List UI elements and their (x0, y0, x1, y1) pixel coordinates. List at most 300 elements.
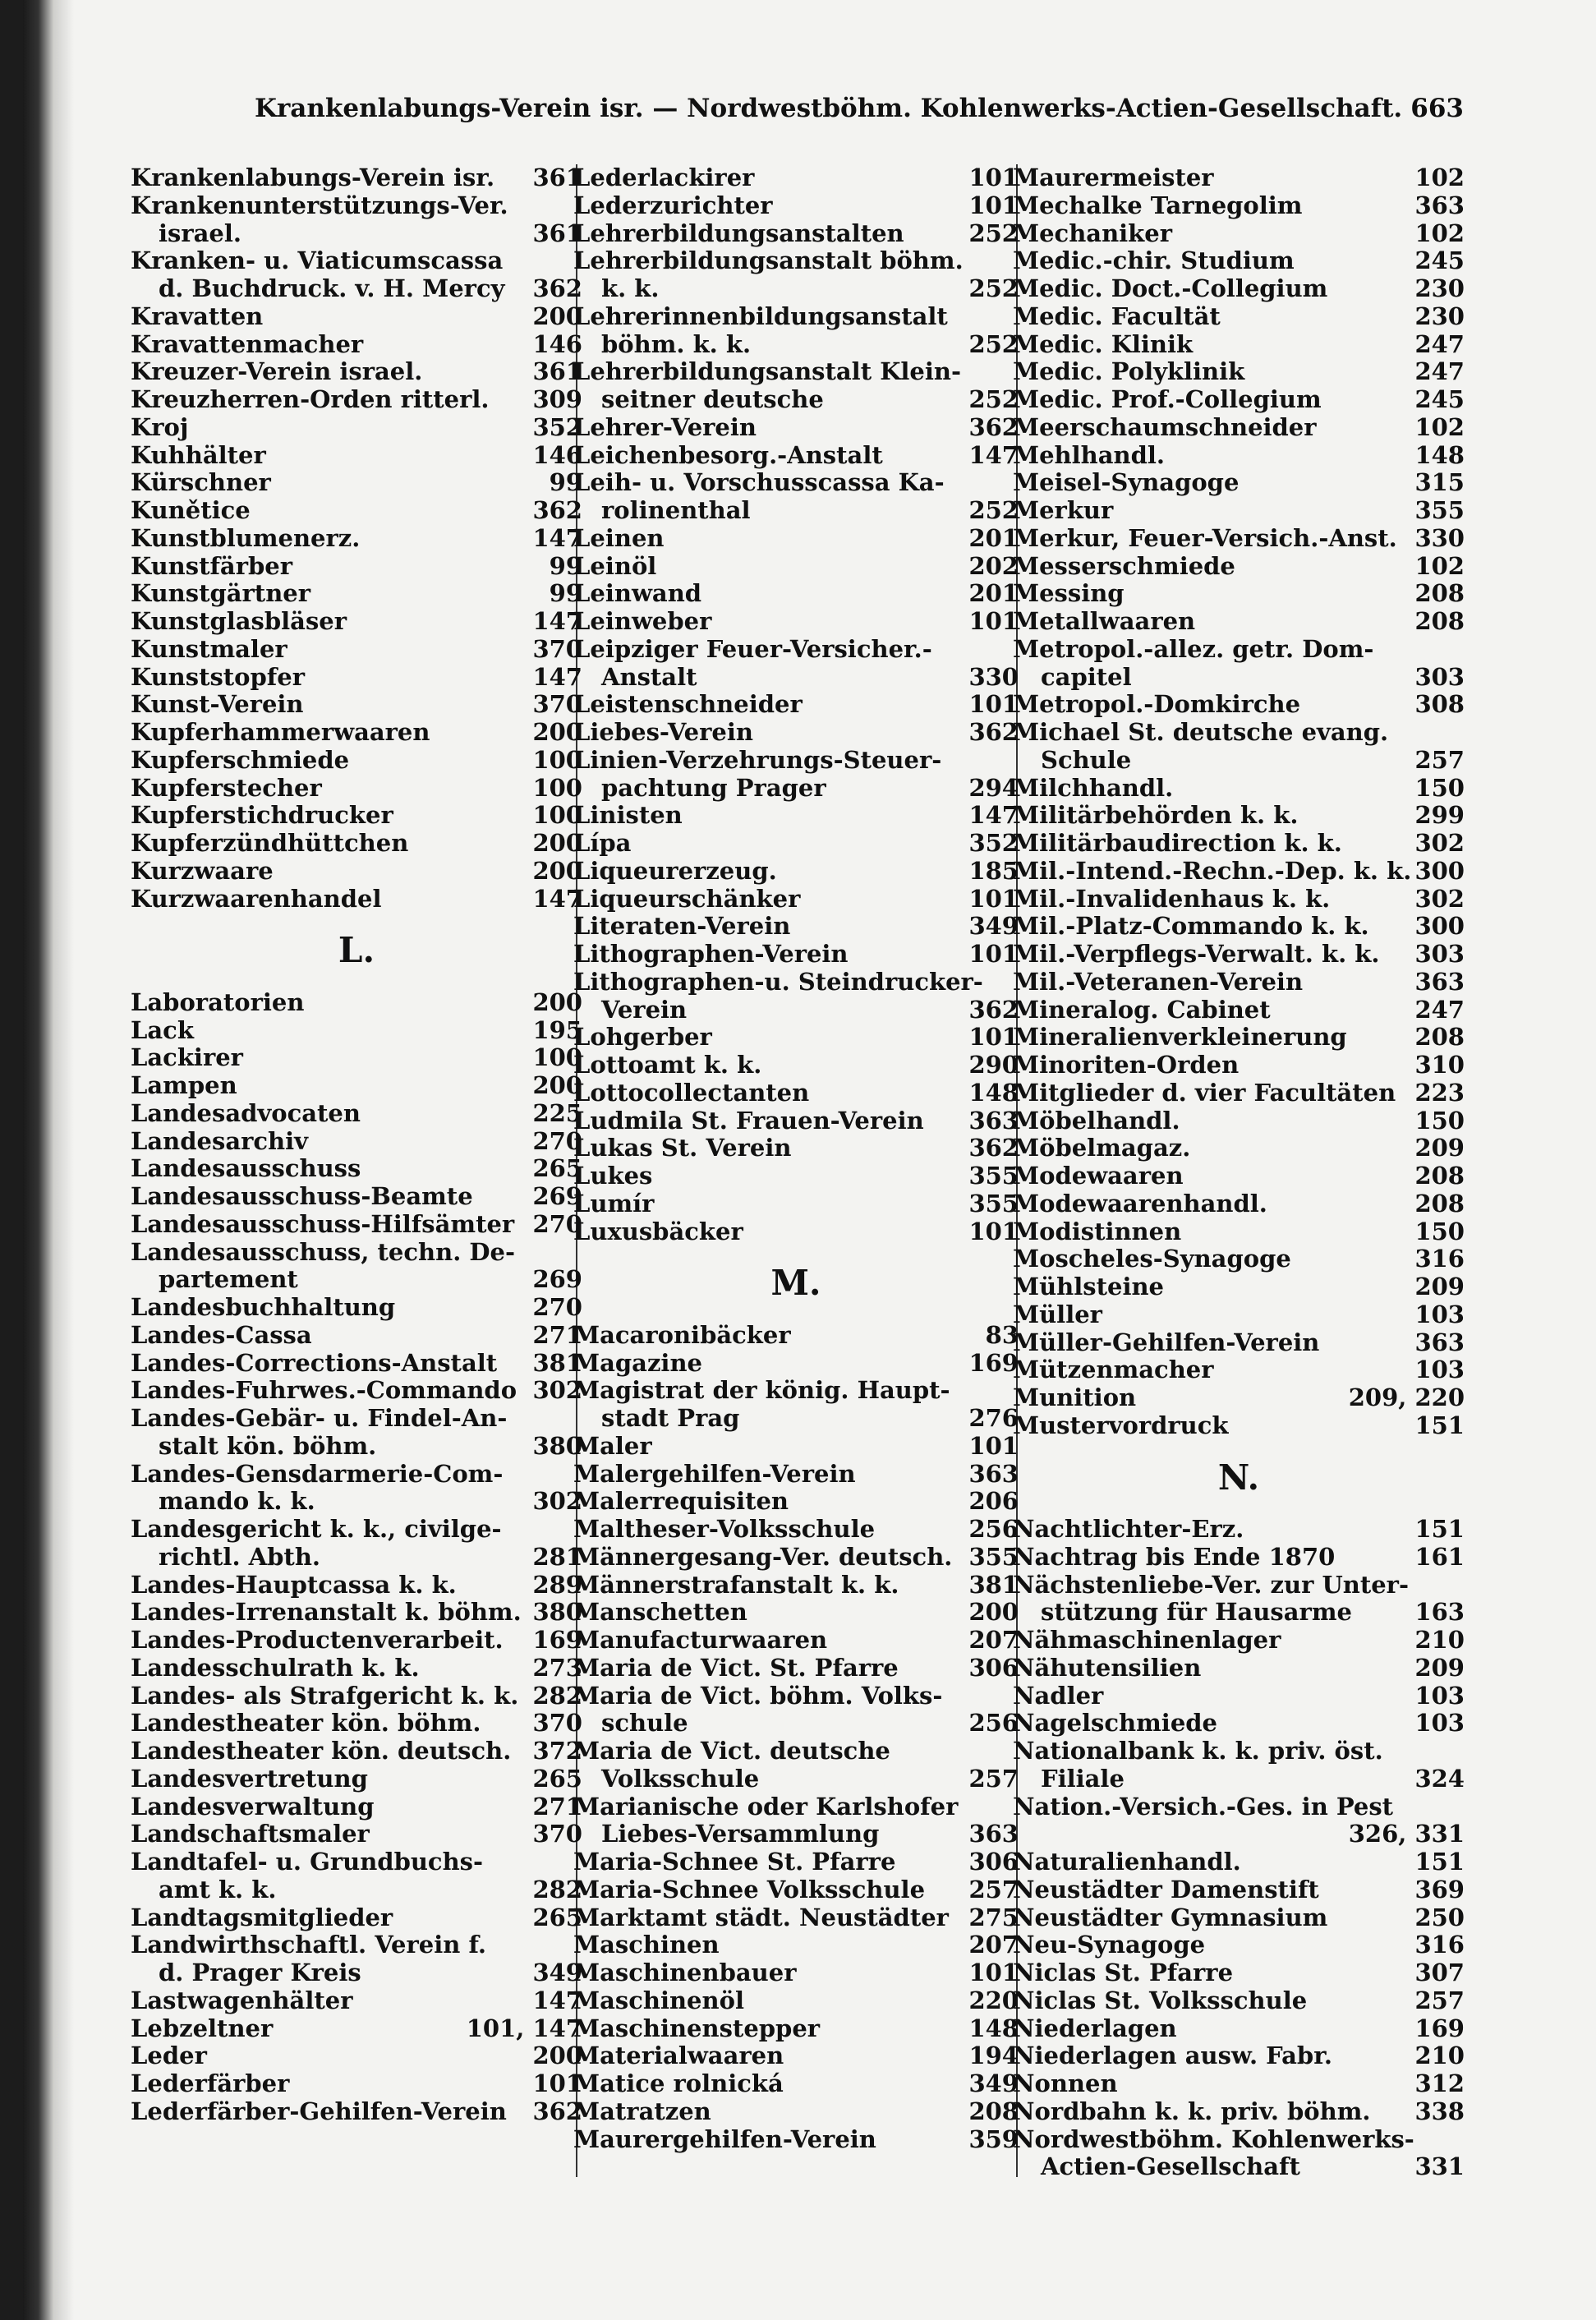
index-entry (131, 1488, 582, 1516)
entry-page-ref: 316 (1414, 1245, 1465, 1273)
entry-page-ref: 147 (532, 884, 582, 913)
entry-page-ref: 208 (1414, 1189, 1465, 1218)
index-entry (1013, 1107, 1465, 1135)
entry-page-ref: 289 (532, 1570, 582, 1599)
index-entry (131, 1017, 582, 1045)
entry-page-ref: 148 (968, 1078, 1019, 1107)
entry-term: Meerschaumschneider (1013, 412, 1317, 441)
index-entry (573, 2015, 1019, 2043)
entry-page-ref: 206 (968, 1487, 1019, 1516)
index-entry (131, 2042, 582, 2070)
entry-term: Lehrerbildungsanstalt böhm. (573, 246, 964, 275)
index-entry (1013, 414, 1465, 442)
index-entry (131, 275, 582, 303)
entry-term: Macaronibäcker (573, 1320, 791, 1349)
entry-term: Modistinnen (1013, 1217, 1182, 1245)
index-entry (573, 497, 1019, 525)
entry-page-ref: 276 (968, 1404, 1019, 1433)
entry-page-ref: 257 (968, 1764, 1019, 1793)
entry-page-ref: 169 (968, 1348, 1019, 1377)
index-entry (1013, 1765, 1465, 1793)
entry-page-ref: 208 (1414, 1023, 1465, 1052)
index-entry (573, 719, 1019, 747)
index-entry (573, 802, 1019, 830)
entry-term: Neu-Synagoge (1013, 1931, 1206, 1959)
index-entry (131, 608, 582, 636)
index-entry (1013, 1572, 1465, 1600)
entry-page-ref: 195 (532, 1015, 582, 1044)
entry-term: Marianische oder Karlshofer (573, 1792, 959, 1821)
entry-term: Landesausschuss-Beamte (131, 1182, 473, 1211)
index-entry (573, 1218, 1019, 1246)
entry-page-ref: 308 (1414, 690, 1465, 719)
index-entry (573, 913, 1019, 941)
entry-term: Neustädter Damenstift (1013, 1875, 1319, 1903)
entry-page-ref: 256 (968, 1515, 1019, 1544)
index-entry (1013, 1024, 1465, 1052)
entry-term: Landesbuchhaltung (131, 1293, 396, 1322)
entry-term: Maria de Vict. St. Pfarre (573, 1653, 899, 1682)
entry-term: Kuhhälter (131, 440, 266, 469)
index-entry (131, 331, 582, 359)
entry-term: Landes-Gensdarmerie-Com- (131, 1459, 504, 1488)
index-entry (573, 1682, 1019, 1710)
entry-page-ref: 302 (1414, 884, 1465, 913)
index-entry (1013, 1682, 1465, 1710)
entry-term: Minoriten-Orden (1013, 1051, 1240, 1079)
entry-page-ref: 101 (968, 191, 1019, 219)
entry-page-ref: 303 (1414, 940, 1465, 968)
entry-page-ref: 265 (532, 1154, 582, 1183)
entry-term: Mil.-Veteranen-Verein (1013, 967, 1304, 996)
entry-term: Metallwaaren (1013, 607, 1196, 635)
index-entry (131, 1572, 582, 1600)
entry-term: Leder (131, 2042, 207, 2070)
index-entry (131, 1239, 582, 1267)
entry-page-ref: 257 (1414, 745, 1465, 774)
entry-page-ref: 362 (968, 718, 1019, 746)
entry-page-ref: 363 (1414, 967, 1465, 996)
index-entry (1013, 1655, 1465, 1682)
entry-page-ref: 363 (968, 1106, 1019, 1135)
index-entry (1013, 497, 1465, 525)
entry-page-ref: 331 (1414, 2152, 1465, 2181)
entry-term: Lumír (573, 1189, 655, 1218)
index-entry (1013, 1301, 1465, 1329)
entry-page-ref: 315 (1414, 468, 1465, 497)
index-entry (1013, 192, 1465, 220)
entry-page-ref: 252 (968, 496, 1019, 524)
entry-page-ref: 147 (532, 523, 582, 552)
index-entry (131, 1377, 582, 1405)
entry-term: Landesverwaltung (131, 1792, 375, 1821)
entry-term: Magazine (573, 1348, 702, 1377)
entry-page-ref: 349 (532, 1959, 582, 1987)
index-entry (131, 636, 582, 664)
entry-page-ref: 299 (1414, 801, 1465, 830)
index-column-2 (573, 164, 1019, 2177)
header-title: Krankenlabungs-Verein isr. — Nordwestböhm. Kohlenwerks-Actien-Gesellschaft. (255, 94, 1403, 123)
entry-term: Landesarchiv (131, 1126, 308, 1155)
index-entry (573, 469, 1019, 497)
entry-term: Leinweber (573, 607, 712, 635)
index-entry (131, 1904, 582, 1932)
entry-page-ref: 209, 220 (1348, 1383, 1465, 1411)
entry-page-ref: 310 (1414, 1051, 1465, 1079)
entry-page-ref: 150 (1414, 1106, 1465, 1135)
index-entry (573, 969, 1019, 997)
index-entry (1013, 1516, 1465, 1544)
index-entry (573, 1904, 1019, 1932)
entry-term: Mühlsteine (1013, 1273, 1165, 1300)
index-entry (131, 886, 582, 914)
index-entry (131, 747, 582, 775)
index-entry (573, 442, 1019, 470)
entry-term: Kunstfärber (131, 551, 293, 580)
entry-term: Landes-Cassa (131, 1320, 312, 1349)
entry-term: böhm. k. k. (601, 329, 752, 358)
entry-term: Landes- als Strafgericht k. k. (131, 1681, 519, 1710)
entry-page-ref: 247 (1414, 995, 1465, 1024)
index-entry (573, 941, 1019, 969)
index-entry (573, 1024, 1019, 1052)
entry-page-ref: 269 (532, 1182, 582, 1211)
entry-term: Landesgericht k. k., civilge- (131, 1515, 502, 1544)
entry-term: Malerrequisiten (573, 1487, 789, 1516)
entry-page-ref: 208 (1414, 579, 1465, 608)
entry-term: Mineralog. Cabinet (1013, 995, 1271, 1024)
entry-page-ref: 100 (532, 745, 582, 774)
entry-term: Nähmaschinenlager (1013, 1626, 1281, 1655)
entry-term: Medic. Prof.-Collegium (1013, 385, 1322, 413)
entry-term: Neustädter Gymnasium (1013, 1903, 1328, 1931)
entry-page-ref: 101 (968, 1217, 1019, 1245)
index-entry (573, 1599, 1019, 1627)
entry-term: Maria de Vict. deutsche (573, 1737, 890, 1765)
entry-term: Kupferschmiede (131, 745, 350, 774)
entry-page-ref: 200 (532, 718, 582, 746)
entry-term: Maurermeister (1013, 163, 1214, 191)
entry-page-ref: 370 (532, 1709, 582, 1738)
index-entry (573, 1322, 1019, 1350)
entry-page-ref: 201 (968, 579, 1019, 608)
entry-page-ref: 281 (532, 1542, 582, 1571)
entry-page-ref: 151 (1414, 1515, 1465, 1544)
entry-page-ref: 273 (532, 1653, 582, 1682)
entry-term: Malergehilfen-Verein (573, 1459, 856, 1488)
index-entry (131, 1821, 582, 1848)
entry-term: Lohgerber (573, 1023, 712, 1052)
entry-term: Maschinen (573, 1931, 720, 1959)
entry-page-ref: 200 (532, 2042, 582, 2070)
entry-term: amt k. k. (159, 1875, 277, 1903)
entry-term: Möbelhandl. (1013, 1106, 1180, 1135)
entry-page-ref: 208 (968, 2097, 1019, 2125)
entry-term: Liqueurerzeug. (573, 856, 777, 885)
index-entry (573, 1350, 1019, 1378)
entry-page-ref: 163 (1414, 1598, 1465, 1627)
entry-page-ref: 252 (968, 385, 1019, 413)
index-entry (131, 442, 582, 470)
entry-term: Lithographen-u. Steindrucker- (573, 967, 983, 996)
index-entry (573, 775, 1019, 803)
entry-page-ref: 102 (1414, 551, 1465, 580)
entry-page-ref: 83 (985, 1320, 1019, 1349)
entry-term: Landestheater kön. böhm. (131, 1709, 481, 1738)
entry-term: Müller-Gehilfen-Verein (1013, 1328, 1320, 1356)
entry-page-ref: 151 (1414, 1848, 1465, 1876)
index-entry (1013, 775, 1465, 803)
entry-term: Lack (131, 1015, 194, 1044)
index-entry (131, 1516, 582, 1544)
entry-term: Lastwagenhälter (131, 1986, 353, 2014)
entry-page-ref: 103 (1414, 1356, 1465, 1384)
entry-term: Kurzwaarenhandel (131, 884, 382, 913)
index-entry (1013, 997, 1465, 1024)
index-entry (573, 1107, 1019, 1135)
entry-term: Maschinenbauer (573, 1959, 797, 1987)
entry-page-ref: 101 (968, 607, 1019, 635)
entry-page-ref: 294 (968, 773, 1019, 802)
index-entry (573, 1433, 1019, 1461)
index-entry (573, 1987, 1019, 2015)
index-entry (573, 636, 1019, 664)
index-entry (1013, 969, 1465, 997)
entry-term: Lederfärber (131, 2069, 290, 2098)
entry-term: Landesausschuss-Hilfsämter (131, 1209, 515, 1238)
entry-term: Mechaniker (1013, 219, 1173, 247)
index-entry (131, 192, 582, 220)
index-entry (131, 664, 582, 692)
index-entry (573, 414, 1019, 442)
entry-term: Kunstgärtner (131, 579, 311, 608)
index-entry (1013, 913, 1465, 941)
entry-page-ref: 282 (532, 1681, 582, 1710)
entry-term: stützung für Hausarme (1041, 1598, 1352, 1627)
entry-term: Manschetten (573, 1598, 747, 1627)
index-entry (573, 1162, 1019, 1190)
entry-page-ref: 209 (1414, 1273, 1465, 1300)
entry-term: Leinwand (573, 579, 702, 608)
entry-page-ref: 252 (968, 274, 1019, 302)
entry-page-ref: 303 (1414, 662, 1465, 691)
entry-term: Matice rolnická (573, 2069, 784, 2098)
entry-term: Landtagsmitglieder (131, 1903, 393, 1931)
entry-page-ref: 207 (968, 1931, 1019, 1959)
index-entry (1013, 1710, 1465, 1738)
index-entry (573, 691, 1019, 719)
entry-term: Landesschulrath k. k. (131, 1653, 420, 1682)
entry-term: Maria-Schnee St. Pfarre (573, 1848, 896, 1876)
entry-page-ref: 307 (1414, 1959, 1465, 1987)
entry-term: Kupferhammerwaaren (131, 718, 430, 746)
entry-term: Mineralienverkleinerung (1013, 1023, 1347, 1052)
entry-page-ref: 271 (532, 1792, 582, 1821)
entry-page-ref: 362 (532, 2097, 582, 2125)
entry-page-ref: 302 (532, 1487, 582, 1516)
entry-term: Nonnen (1013, 2069, 1118, 2098)
entry-term: Milchhandl. (1013, 773, 1174, 802)
entry-term: Literaten-Verein (573, 912, 791, 941)
entry-term: Mil.-Platz-Commando k. k. (1013, 912, 1369, 941)
entry-term: Niederlagen ausw. Fabr. (1013, 2042, 1332, 2070)
entry-page-ref: 265 (532, 1903, 582, 1931)
entry-page-ref: 208 (1414, 1162, 1465, 1190)
entry-term: Landesadvocaten (131, 1098, 361, 1127)
entry-term: capitel (1041, 662, 1132, 691)
entry-page-ref: 100 (532, 773, 582, 802)
index-entry (1013, 164, 1465, 192)
entry-term: Lederzurichter (573, 191, 773, 219)
entry-term: Marktamt städt. Neustädter (573, 1903, 949, 1931)
entry-page-ref: 362 (968, 412, 1019, 441)
entry-page-ref: 302 (532, 1376, 582, 1405)
entry-page-ref: 247 (1414, 329, 1465, 358)
entry-page-ref: 101 (968, 163, 1019, 191)
entry-page-ref: 245 (1414, 385, 1465, 413)
index-entry (131, 1987, 582, 2015)
entry-page-ref: 147 (532, 1986, 582, 2014)
entry-page-ref: 102 (1414, 412, 1465, 441)
entry-term: Ludmila St. Frauen-Verein (573, 1106, 924, 1135)
index-entry (131, 469, 582, 497)
entry-term: d. Buchdruck. v. H. Mercy (159, 274, 505, 302)
index-entry (131, 1211, 582, 1239)
index-entry (1013, 1052, 1465, 1079)
index-entry (1013, 1079, 1465, 1107)
entry-term: Nationalbank k. k. priv. öst. (1013, 1737, 1383, 1765)
entry-term: Magistrat der könig. Haupt- (573, 1376, 950, 1405)
index-entry (573, 2126, 1019, 2154)
entry-term: Leih- u. Vorschusscassa Ka- (573, 468, 945, 497)
index-entry (573, 1190, 1019, 1218)
entry-term: Maschinenöl (573, 1986, 744, 2014)
entry-term: Messerschmiede (1013, 551, 1235, 580)
index-entry (1013, 830, 1465, 858)
entry-page-ref: 103 (1414, 1709, 1465, 1738)
index-entry (131, 1100, 582, 1128)
section-letter-label: N. (1217, 1457, 1260, 1498)
index-entry (131, 1072, 582, 1100)
entry-page-ref: 352 (532, 412, 582, 441)
index-entry (131, 1682, 582, 1710)
section-letter-label: M. (770, 1263, 821, 1304)
entry-term: Moscheles-Synagoge (1013, 1245, 1291, 1273)
entry-page-ref: 146 (532, 329, 582, 358)
index-entry (1013, 2042, 1465, 2070)
entry-term: Merkur (1013, 496, 1114, 524)
entry-term: Lebzeltner (131, 2014, 274, 2042)
entry-term: Lukas St. Verein (573, 1134, 792, 1162)
entry-term: Leistenschneider (573, 690, 803, 719)
entry-term: Metropol.-Domkirche (1013, 690, 1301, 719)
entry-page-ref: 380 (532, 1431, 582, 1460)
index-entry (1013, 1931, 1465, 1959)
index-entry (573, 1052, 1019, 1079)
entry-term: Naturalienhandl. (1013, 1848, 1241, 1876)
entry-page-ref: 355 (968, 1189, 1019, 1218)
entry-term: Medic. Klinik (1013, 329, 1194, 358)
index-entry (131, 1322, 582, 1350)
entry-term: Maschinenstepper (573, 2014, 821, 2042)
index-entry (131, 1738, 582, 1765)
index-entry (1013, 275, 1465, 303)
index-entry (1013, 1135, 1465, 1162)
entry-term: Männergesang-Ver. deutsch. (573, 1542, 953, 1571)
entry-page-ref: 349 (968, 912, 1019, 941)
entry-page-ref: 338 (1414, 2097, 1465, 2125)
index-entry (573, 1793, 1019, 1821)
index-entry (1013, 1245, 1465, 1273)
entry-term: Kürschner (131, 468, 271, 497)
entry-term: Lehrerinnenbildungsanstalt (573, 302, 948, 330)
entry-term: Kupferstecher (131, 773, 322, 802)
entry-page-ref: 349 (968, 2069, 1019, 2098)
index-entry (131, 414, 582, 442)
entry-page-ref: 99 (549, 468, 582, 497)
index-entry (1013, 1412, 1465, 1440)
index-entry (131, 1183, 582, 1211)
index-entry (573, 1516, 1019, 1544)
index-entry (1013, 1738, 1465, 1765)
entry-term: Lehrerbildungsanstalten (573, 219, 904, 247)
entry-term: Lithographen-Verein (573, 940, 849, 968)
index-entry (573, 2070, 1019, 2098)
entry-term: Landes-Corrections-Anstalt (131, 1348, 498, 1377)
index-entry (131, 247, 582, 275)
entry-page-ref: 210 (1414, 1626, 1465, 1655)
index-entry (573, 1959, 1019, 1987)
entry-page-ref: 370 (532, 690, 582, 719)
index-entry (1013, 2126, 1465, 2154)
entry-term: pachtung Prager (601, 773, 826, 802)
index-entry (131, 1959, 582, 1987)
index-entry (573, 303, 1019, 331)
entry-term: Matratzen (573, 2097, 711, 2125)
entry-term: Leinöl (573, 551, 657, 580)
index-entry (573, 164, 1019, 192)
entry-page-ref: 306 (968, 1653, 1019, 1682)
entry-term: Anstalt (601, 662, 697, 691)
entry-term: Medic. Polyklinik (1013, 357, 1245, 386)
index-entry (1013, 469, 1465, 497)
index-entry (1013, 1627, 1465, 1655)
index-entry (131, 2070, 582, 2098)
entry-term: Nachtlichter-Erz. (1013, 1515, 1244, 1544)
index-entry (573, 1079, 1019, 1107)
entry-term: Kravattenmacher (131, 329, 364, 358)
entry-term: Nachtrag bis Ende 1870 (1013, 1542, 1336, 1571)
index-entry (131, 303, 582, 331)
entry-page-ref: 282 (532, 1875, 582, 1903)
entry-term: Kunstglasbläser (131, 607, 347, 635)
index-entry (1013, 247, 1465, 275)
entry-term: k. k. (601, 274, 660, 302)
entry-page-ref: 361 (532, 163, 582, 191)
entry-term: Kreuzer-Verein israel. (131, 357, 423, 386)
entry-term: Nähutensilien (1013, 1653, 1202, 1682)
entry-page-ref: 200 (968, 1598, 1019, 1627)
entry-term: Mil.-Verpflegs-Verwalt. k. k. (1013, 940, 1380, 968)
entry-page-ref: 265 (532, 1764, 582, 1793)
entry-page-ref: 270 (532, 1209, 582, 1238)
index-entry (573, 1876, 1019, 1904)
index-column-3 (1013, 163, 1465, 2181)
index-entry (131, 1793, 582, 1821)
entry-page-ref: 101 (968, 1959, 1019, 1987)
index-entry (1013, 580, 1465, 608)
entry-page-ref: 361 (532, 219, 582, 247)
